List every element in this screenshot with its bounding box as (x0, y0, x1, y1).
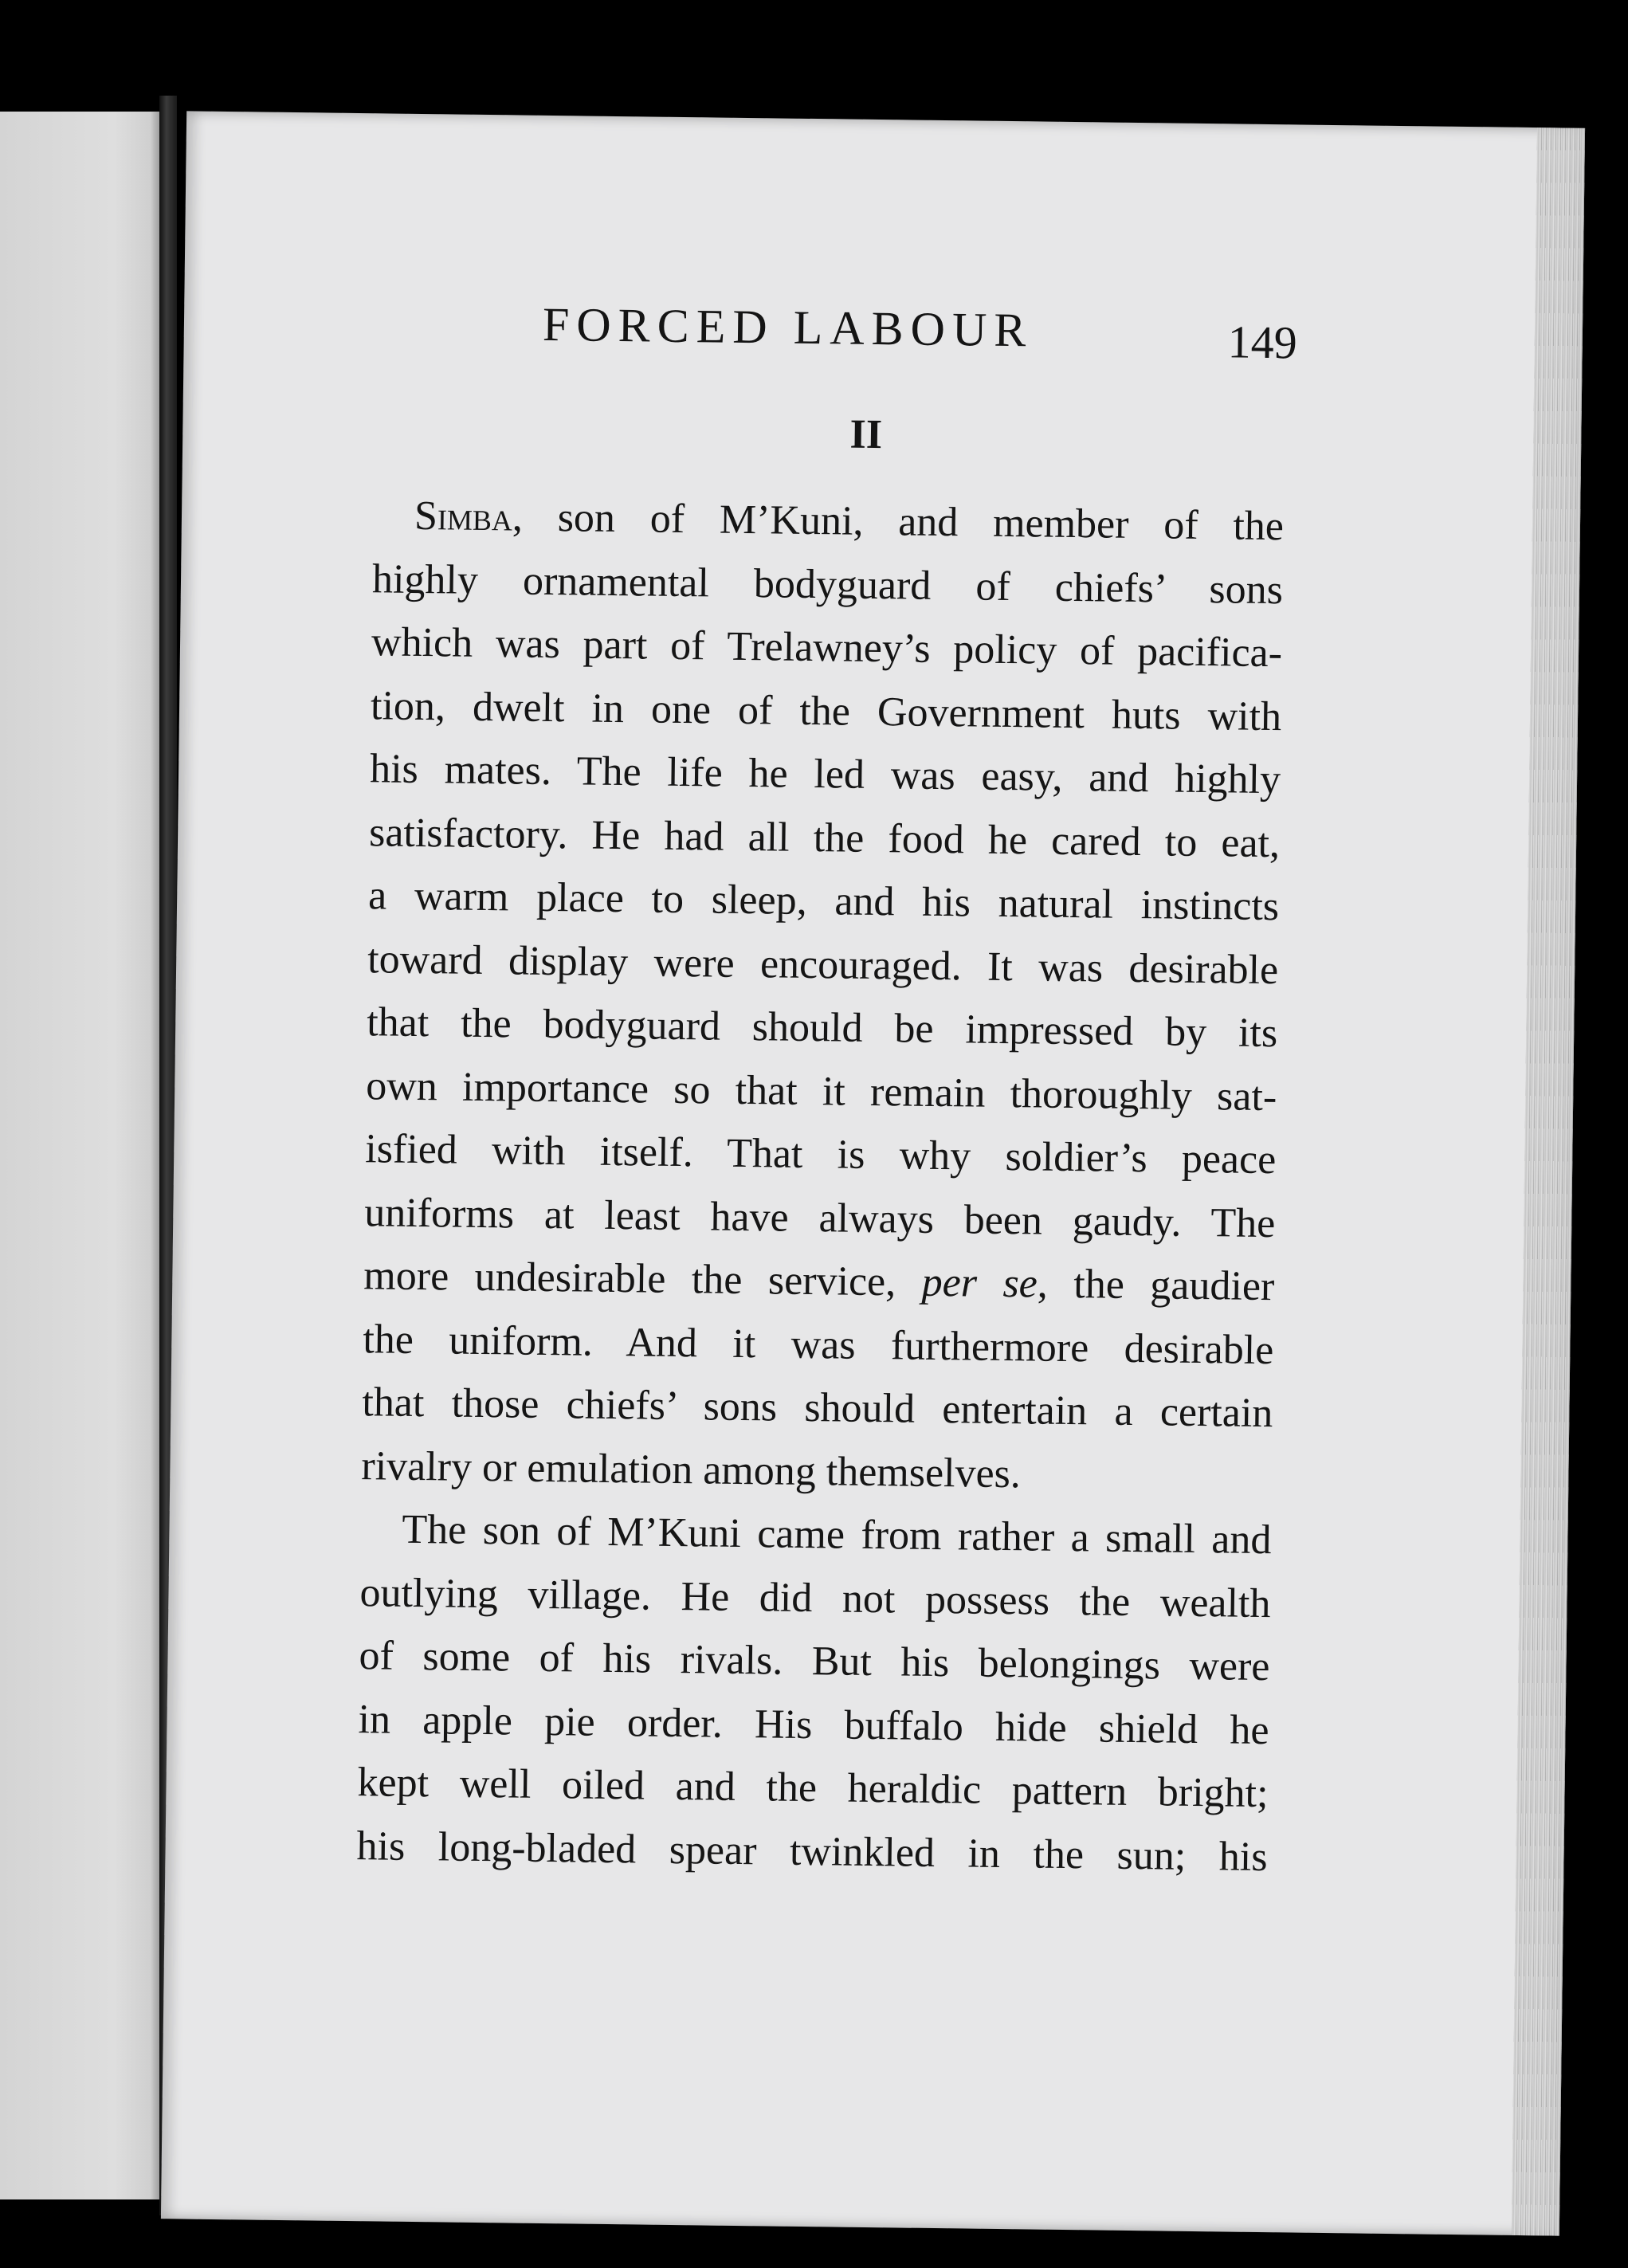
text-line: rivalry or emulation among themselves. (361, 1442, 1022, 1497)
text-line: that the bodyguard should be impressed by its (366, 999, 1278, 1057)
running-head: FORCED LABOUR (542, 297, 1034, 357)
text-line: tion, dwelt in one of the Government huts with (370, 682, 1282, 740)
facing-page-edge (0, 112, 163, 2199)
lead-in-word: Simba (414, 492, 513, 540)
text-line: own importance so that it remain thoroughly sat- (365, 1062, 1277, 1120)
text-line: The son of M’Kuni came from rather a small and (402, 1506, 1272, 1564)
text-line: which was part of Trelawney’s policy of pacifica- (371, 619, 1283, 677)
paragraph-1 (320, 484, 1284, 1509)
text-line: outlying village. He did not possess the wealth (359, 1569, 1271, 1626)
text-line: his long-bladed spear twinkled in the sun; his (356, 1823, 1268, 1880)
text-line: uniforms at least have always been gaudy. The (364, 1189, 1276, 1246)
text-line: more undesirable the service, per se, the gaudier (363, 1253, 1275, 1310)
text-line: his mates. The life he led was easy, and highly (369, 746, 1281, 803)
text-line: that those chiefs’ sons should entertain a certain (362, 1379, 1273, 1437)
text-line: in apple pie order. His buffalo hide shield he (358, 1696, 1269, 1753)
text-line: isfied with itself. That is why soldier’s peace (364, 1126, 1277, 1183)
text-line: a warm place to sleep, and his natural instincts (367, 873, 1280, 930)
text-line: the uniform. And it was furthermore desirable (363, 1316, 1274, 1373)
book-page (161, 111, 1585, 2235)
text-line: toward display were encouraged. It was desirable (367, 936, 1279, 993)
body-text (315, 484, 1284, 1889)
text-line: Simba, son of M’Kuni, and member of the (414, 492, 1285, 550)
section-number: II (849, 411, 883, 458)
text-line: kept well oiled and the heraldic pattern bright; (357, 1760, 1269, 1817)
italic-phrase: per se (921, 1259, 1038, 1307)
paragraph-2 (315, 1497, 1272, 1889)
text-line: satisfactory. He had all the food he cared to eat, (368, 809, 1281, 866)
page-number: 149 (1227, 316, 1298, 369)
text-line: of some of his rivals. But his belongings were (359, 1633, 1270, 1690)
text-line: highly ornamental bodyguard of chiefs’ sons (371, 555, 1284, 613)
